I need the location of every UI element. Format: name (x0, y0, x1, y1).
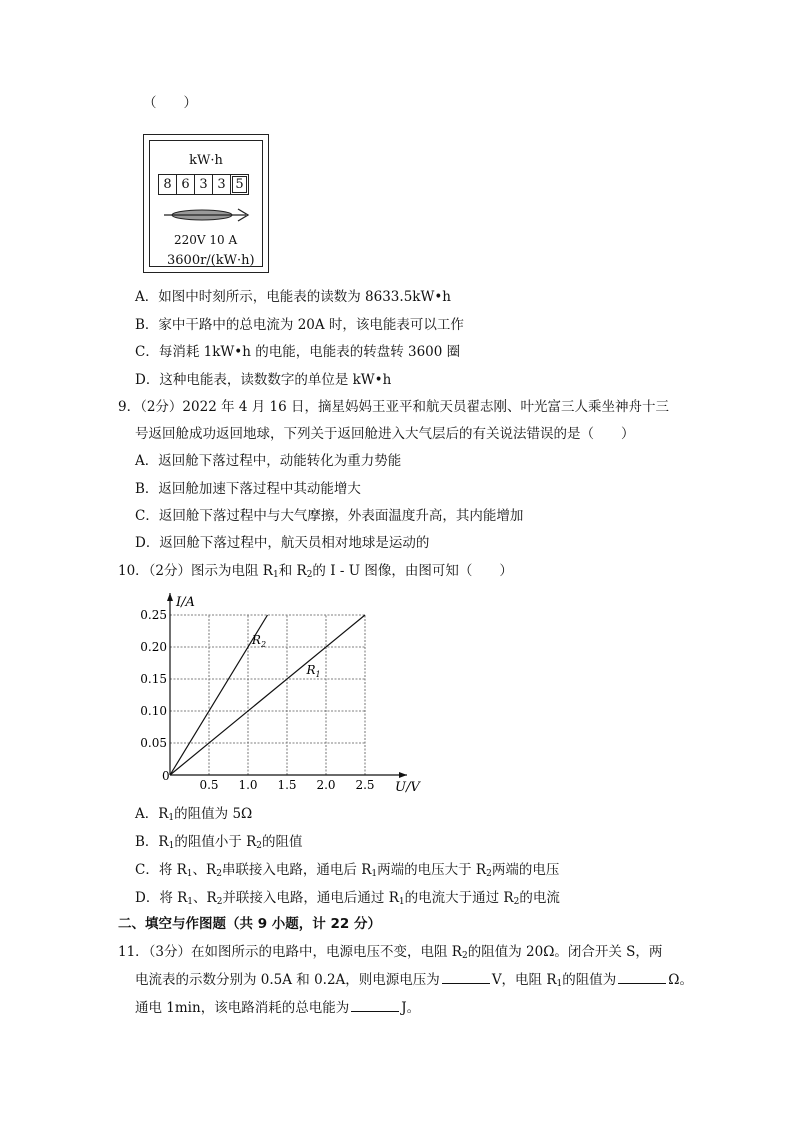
q10-option-d[interactable]: D．将 $R_1$、$R_2$并联接入电路，通电后通过 $R_1$的电流大于通过 $R_2$的电流 (135, 890, 560, 907)
q9-option-b[interactable]: B．返回舱加速下落过程中其动能增大 (135, 481, 361, 497)
q10-option-a[interactable]: A．$R_1$的阻值为 5Ω (135, 806, 253, 823)
meter-inner-frame (149, 140, 263, 267)
q10-stem: 10．（2分）图示为电阻 $R_1$和 $R_2$的 I - U 图像，由图可知（ ） (118, 563, 513, 580)
q11-line2: 电流表的示数分别为 0.5A 和 0.2A，则电源电压为 V，电阻 $R_1$的阻值为 Ω。 (135, 972, 693, 989)
q9-option-c[interactable]: C．返回舱下落过程中与大气摩擦，外表面温度升高，其内能增加 (135, 508, 524, 524)
q10-option-b[interactable]: B．$R_1$的阻值小于 $R_2$的阻值 (135, 834, 303, 851)
meter-unit-label: kW·h (189, 153, 223, 168)
q8-option-b[interactable]: B．家中干路中的总电流为 20A 时，该电能表可以工作 (135, 317, 464, 333)
meter-digits (158, 174, 248, 195)
iu-graph (140, 590, 430, 800)
origin-label: 0 (162, 769, 170, 783)
section-title: 二、填空与作图题（共 9 小题，计 22 分） (118, 916, 381, 932)
q9-stem-line1: 9．（2分）2022 年 4 月 16 日，摘星妈妈王亚平和航天员翟志刚、叶光富三人乘坐神舟十三 (118, 399, 670, 415)
q11-line3: 通电 1min，该电路消耗的总电能为 J。 (135, 1000, 421, 1016)
meter-digit: 6 (176, 174, 195, 195)
q10-option-c[interactable]: C．将 $R_1$、$R_2$串联接入电路，通电后 $R_1$两端的电压大于 $R_2$两端的电压 (135, 862, 560, 879)
y-axis-label: I/A (176, 595, 195, 610)
x-tick-label: 1.0 (238, 778, 258, 792)
series-label-r1: $R_1$ (306, 662, 321, 679)
q8-option-c[interactable]: C．每消耗 1kW•h 的电能，电能表的转盘转 3600 圈 (135, 344, 461, 360)
x-tick-label: 2.5 (355, 778, 375, 792)
meter-digit-decimal: 5 (230, 174, 249, 195)
meter-digit: 3 (212, 174, 231, 195)
q9-option-a[interactable]: A．返回舱下落过程中，动能转化为重力势能 (135, 453, 402, 469)
x-tick-label: 1.5 (277, 778, 297, 792)
x-tick-label: 2.0 (316, 778, 336, 792)
meter-rating: 220V 10 A (174, 233, 238, 247)
rotating-disk-arrow-icon (162, 205, 254, 225)
y-tick-label: 0.05 (140, 736, 167, 750)
answer-blank-energy[interactable] (351, 999, 399, 1012)
series-line-r1 (170, 615, 365, 775)
answer-blank-voltage[interactable] (442, 971, 490, 984)
answer-blank-resistance[interactable] (618, 971, 666, 984)
y-tick-label: 0.15 (140, 672, 167, 686)
q8-option-d[interactable]: D．这种电能表，读数数字的单位是 kW•h (135, 372, 392, 388)
x-axis-label: U/V (395, 780, 420, 795)
q8-answer-bracket: （ ） (143, 95, 197, 111)
q9-option-d[interactable]: D．返回舱下落过程中，航天员相对地球是运动的 (135, 535, 430, 551)
y-tick-label: 0.20 (140, 640, 167, 654)
y-tick-label: 0.25 (140, 608, 167, 622)
x-axis-arrow-icon (399, 772, 407, 778)
meter-revolutions: 3600r/(kW·h) (167, 253, 255, 268)
x-tick-label: 0.5 (199, 778, 219, 792)
y-tick-label: 0.10 (140, 704, 167, 718)
meter-digit: 8 (158, 174, 177, 195)
q9-stem-line2: 号返回舱成功返回地球，下列关于返回舱进入大气层后的有关说法错误的是（ ） (135, 426, 635, 442)
meter-digit: 3 (194, 174, 213, 195)
q11-line1: 11．（3分）在如图所示的电路中，电源电压不变，电阻 $R_2$的阻值为 20Ω。闭合开关 S，两 (118, 944, 663, 961)
electric-meter-figure (143, 134, 269, 273)
y-axis-arrow-icon (167, 593, 173, 601)
series-label-r2: $R_2$ (251, 632, 267, 649)
q8-option-a[interactable]: A．如图中时刻所示，电能表的读数为 8633.5kW•h (135, 289, 451, 305)
